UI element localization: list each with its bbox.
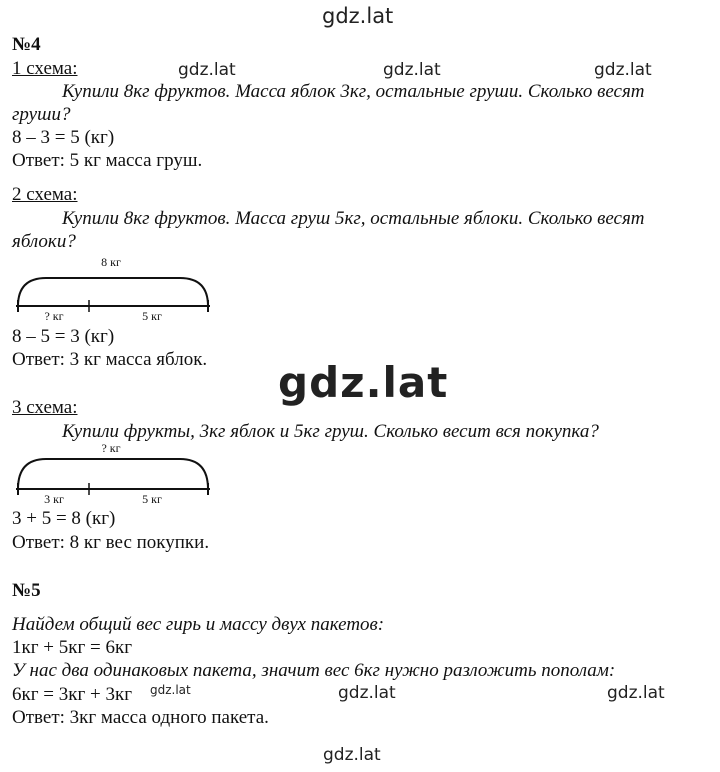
watermark-row1-c: gdz.lat xyxy=(594,60,652,80)
task5-answer: Ответ: 3кг масса одного пакета. xyxy=(12,707,269,728)
task5-line3: У нас два одинаковых пакета, значит вес 6кг нужно разложить пополам: xyxy=(12,660,616,681)
scheme2-problem-line2: яблоки? xyxy=(12,231,76,252)
scheme2-right-label: 5 кг xyxy=(142,309,162,323)
task5-line1: Найдем общий вес гирь и массу двух пакетов: xyxy=(12,614,385,635)
watermark-bottom-mid: gdz.lat xyxy=(338,683,396,703)
scheme3-top-label: ? кг xyxy=(101,441,121,455)
watermark-center: gdz.lat xyxy=(278,358,449,407)
scheme2-label: 2 схема: xyxy=(12,184,78,205)
scheme3-label: 3 схема: xyxy=(12,397,78,418)
scheme2-brace xyxy=(18,278,208,306)
scheme2-equation: 8 – 5 = 3 (кг) xyxy=(12,326,115,347)
watermark-footer: gdz.lat xyxy=(323,745,381,765)
task5-line2: 1кг + 5кг = 6кг xyxy=(12,637,133,658)
scheme1-problem-line1: Купили 8кг фруктов. Масса яблок 3кг, остальные груши. Сколько весят xyxy=(62,81,645,102)
scheme3-left-label: 3 кг xyxy=(44,492,64,505)
scheme2-diagram xyxy=(10,252,215,324)
scheme1-problem-line2: груши? xyxy=(12,104,71,125)
task4-heading: №4 xyxy=(12,34,41,55)
watermark-row1-a: gdz.lat xyxy=(178,60,236,80)
task5-line4: 6кг = 3кг + 3кг xyxy=(12,684,133,705)
watermark-top: gdz.lat xyxy=(322,4,394,28)
scheme1-answer: Ответ: 5 кг масса груш. xyxy=(12,150,203,171)
scheme2-top-label: 8 кг xyxy=(101,255,121,269)
scheme2-left-label: ? кг xyxy=(44,309,64,323)
scheme3-equation: 3 + 5 = 8 (кг) xyxy=(12,508,116,529)
scheme2-problem-line1: Купили 8кг фруктов. Масса груш 5кг, остальные яблоки. Сколько весят xyxy=(62,208,645,229)
scheme1-equation: 8 – 3 = 5 (кг) xyxy=(12,127,115,148)
scheme2-answer: Ответ: 3 кг масса яблок. xyxy=(12,349,208,370)
scheme3-problem: Купили фрукты, 3кг яблок и 5кг груш. Сколько весит вся покупка? xyxy=(62,421,599,442)
scheme3-brace xyxy=(18,459,208,489)
scheme3-diagram xyxy=(10,439,215,505)
watermark-row1-b: gdz.lat xyxy=(383,60,441,80)
task5-heading: №5 xyxy=(12,580,41,601)
scheme3-answer: Ответ: 8 кг вес покупки. xyxy=(12,532,210,553)
watermark-bottom-small: gdz.lat xyxy=(150,683,191,697)
scheme3-right-label: 5 кг xyxy=(142,492,162,505)
watermark-bottom-right: gdz.lat xyxy=(607,683,665,703)
scheme1-label: 1 схема: xyxy=(12,58,78,79)
